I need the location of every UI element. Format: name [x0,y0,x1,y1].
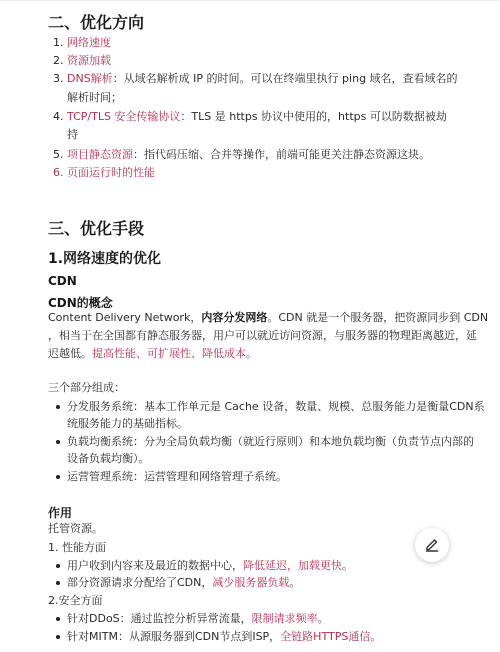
list-item: 部分资源请求分配给了CDN，减少服务器负载。 [67,576,301,589]
heading-cdn: CDN [48,274,77,288]
bullet [56,475,60,479]
list-item-continuation: 持 [67,128,78,141]
link-tcp-tls[interactable]: TCP/TLS 安全传输协议 [67,110,181,123]
list-item-continuation: 统服务能力的基础指标。 [67,417,188,430]
list-item: 针对MITM：从源服务器到CDN节点到ISP，全链路HTTPS通信。 [67,630,382,643]
bullet [56,617,60,621]
heading-cdn-concept: CDN的概念 [48,296,113,310]
edit-button[interactable] [415,528,449,562]
list-item-continuation: 解析时间； [67,91,122,104]
section-title-methods: 三、优化手段 [48,219,145,238]
subsection-title-network: 1.网络速度的优化 [48,251,162,267]
list-item: 分发服务系统：基本工作单元是 Cache 设备，数量、规模、总服务能力是衡量CDN系 [67,400,485,413]
list-item: TCP/TLS 安全传输协议：TLS 是 https 协议中使用的，https 可以防数据被劫 [67,110,447,123]
three-parts-label: 三个部分组成： [48,381,125,394]
performance-heading: 1. 性能方面 [48,541,106,554]
list-item: 运营管理系统：运营管理和网络管理子系统。 [67,470,287,483]
bullet [56,564,60,568]
list-item: 负载均衡系统：分为全局负载均衡（就近行原则）和本地负载均衡（负责节点内部的 [67,435,474,448]
heading-usage: 作用 [48,506,73,520]
concept-line-1: Content Delivery Network，内容分发网络。CDN 就是一个服务器，把资源同步到 CDN [48,311,489,324]
top-divider [0,0,500,1]
bullet [56,635,60,639]
link-benefits[interactable]: 提高性能、可扩展性、降低成本 [92,347,246,360]
section-title-direction: 二、优化方向 [48,13,145,32]
link-resource-loading[interactable]: 资源加载 [67,54,111,67]
concept-line-2: ，相当于在全国都有静态服务器，用户可以就近访问资源，与服务器的物理距离越近，延 [48,329,477,342]
list-item: DNS解析：从域名解析成 IP 的时间。可以在终端里执行 ping 域名，查看域名的 [67,72,458,85]
security-heading: 2.安全方面 [48,594,103,607]
bullet [56,581,60,585]
link-static-resources[interactable]: 项目静态资源 [67,148,133,161]
link-dns[interactable]: DNS解析 [67,72,113,85]
list-item-continuation: 设备负载均衡）。 [67,452,150,465]
link-runtime-performance[interactable]: 页面运行时的性能 [67,166,155,179]
concept-line-3: 迟越低。提高性能、可扩展性、降低成本。 [48,347,257,360]
hosting-text: 托管资源。 [48,522,103,535]
link-network-speed[interactable]: 网络速度 [67,36,111,49]
list-item: 用户收到内容来及最近的数据中心，降低延迟，加载更快。 [67,559,353,572]
list-item: 针对DDoS：通过监控分析异常流量，限制请求频率。 [67,612,329,625]
list-item: 项目静态资源：指代码压缩、合并等操作，前端可能更关注静态资源这块。 [67,148,430,161]
bullet [56,440,60,444]
bullet [56,405,60,409]
